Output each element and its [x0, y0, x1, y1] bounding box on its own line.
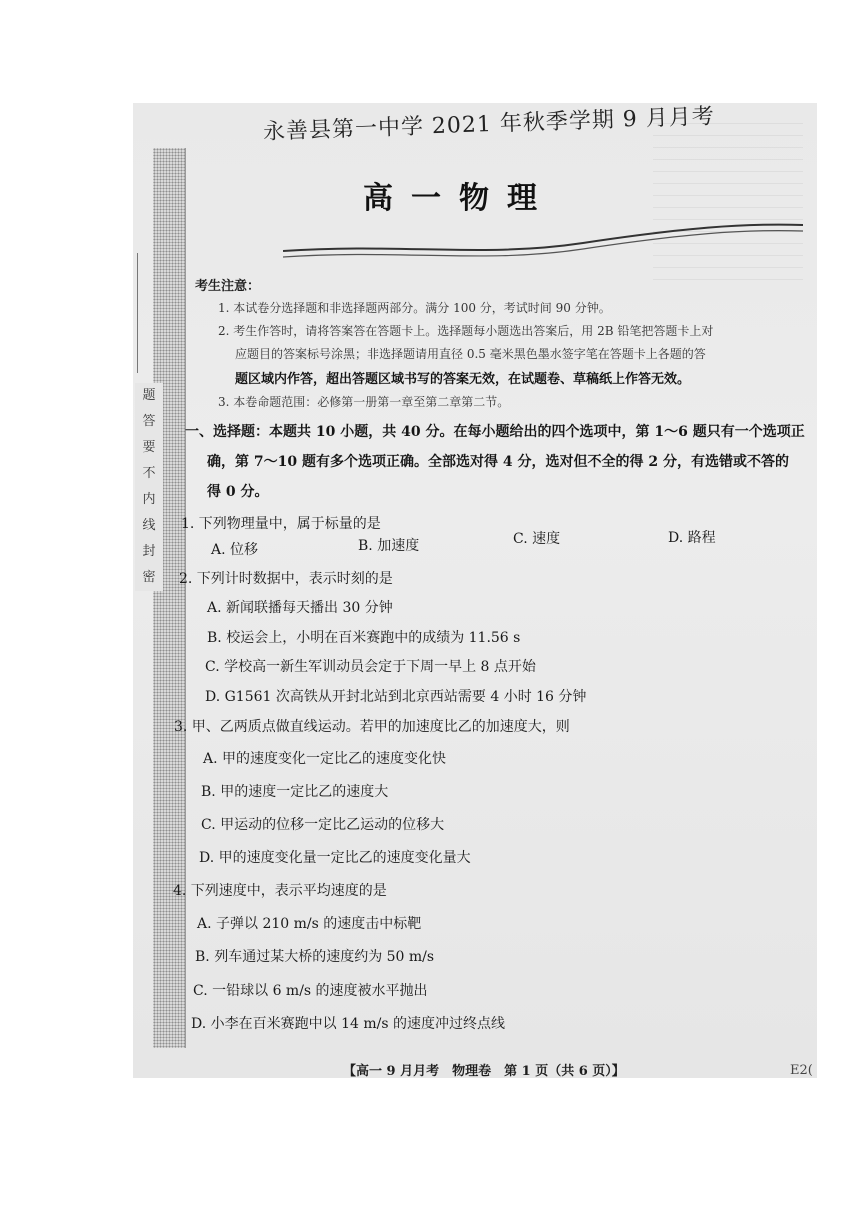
- binding-line: [137, 253, 138, 373]
- option: B. 加速度: [358, 538, 420, 554]
- question-stem: 1. 下列物理量中，属于标量的是: [181, 516, 381, 532]
- seal-char: 题: [142, 388, 156, 403]
- option: C. 一铅球以 6 m/s 的速度被水平抛出: [193, 983, 428, 999]
- option: A. 新闻联播每天播出 30 分钟: [207, 600, 393, 616]
- option: A. 子弹以 210 m/s 的速度击中标靶: [197, 916, 422, 932]
- notice-item: 1. 本试卷分选择题和非选择题两部分。满分 100 分，考试时间 90 分钟。: [218, 301, 611, 315]
- section-instructions: 得 0 分。: [207, 484, 269, 500]
- option: C. 速度: [513, 531, 561, 547]
- option: A. 位移: [211, 542, 259, 558]
- notice-title: 考生注意：: [195, 279, 261, 294]
- seal-char: 密: [142, 570, 156, 585]
- option: D. 路程: [668, 530, 716, 546]
- option: B. 列车通过某大桥的速度约为 50 m/s: [195, 949, 435, 965]
- page-footer: 【高一 9 月月考 物理卷 第 1 页（共 6 页）】: [343, 1064, 625, 1078]
- seal-char: 答: [142, 414, 156, 429]
- seal-char: 要: [142, 440, 156, 455]
- section-instructions: 一、选择题：本题共 10 小题，共 40 分。在每小题给出的四个选项中，第 1～6 题只有一个选项正: [185, 424, 805, 440]
- option: C. 甲运动的位移一定比乙运动的位移大: [201, 817, 445, 833]
- section-instructions: 确，第 7～10 题有多个选项正确。全部选对得 4 分，选对但不全的得 2 分，有选错或不答的: [207, 454, 789, 470]
- question-stem: 2. 下列计时数据中，表示时刻的是: [179, 571, 393, 587]
- binding-seal-text: [135, 383, 163, 591]
- option: B. 甲的速度一定比乙的速度大: [201, 784, 389, 800]
- subject-title: 高一物理: [363, 181, 555, 216]
- option: D. 甲的速度变化量一定比乙的速度变化量大: [199, 850, 471, 866]
- school-title: 永善县第一中学 2021 年秋季学期 9 月月考: [262, 104, 716, 145]
- option: D. 小李在百米赛跑中以 14 m/s 的速度冲过终点线: [191, 1016, 505, 1032]
- binding-strip: [153, 148, 186, 1048]
- seal-char: 内: [142, 492, 156, 507]
- notice-item-emphasis: 题区域内作答，超出答题区域书写的答案无效，在试题卷、草稿纸上作答无效。: [235, 372, 691, 387]
- seal-char: 不: [142, 466, 156, 481]
- decorative-wave: [283, 213, 803, 263]
- notice-item: 3. 本卷命题范围：必修第一册第一章至第二章第二节。: [218, 395, 510, 409]
- seal-char: 线: [142, 518, 156, 533]
- notice-item: 2. 考生作答时，请将答案答在答题卡上。选择题每小题选出答案后，用 2B 铅笔把答题卡上对: [218, 324, 714, 338]
- option: D. G1561 次高铁从开封北站到北京西站需要 4 小时 16 分钟: [205, 689, 587, 705]
- option: B. 校运会上，小明在百米赛跑中的成绩为 11.56 s: [207, 630, 521, 646]
- notice-item: 应题目的答案标号涂黑；非选择题请用直径 0.5 毫米黑色墨水签字笔在答题卡上各题的答: [235, 347, 706, 361]
- corner-code: E2(: [790, 1063, 813, 1078]
- question-stem: 3. 甲、乙两质点做直线运动。若甲的加速度比乙的加速度大，则: [174, 719, 570, 735]
- exam-photo: [133, 103, 817, 1078]
- option: A. 甲的速度变化一定比乙的速度变化快: [203, 751, 447, 767]
- option: C. 学校高一新生军训动员会定于下周一早上 8 点开始: [205, 659, 536, 675]
- question-stem: 4. 下列速度中，表示平均速度的是: [173, 883, 387, 899]
- seal-char: 封: [142, 544, 156, 559]
